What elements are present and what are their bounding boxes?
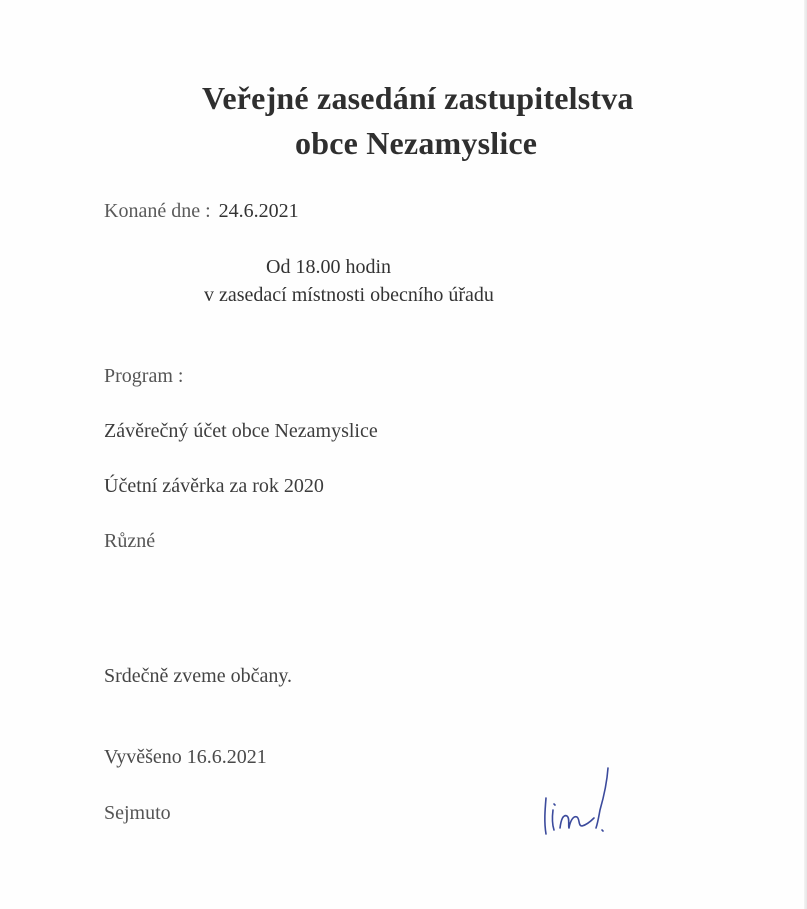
document-title-line-1: Veřejné zasedání zastupitelstva <box>202 80 634 116</box>
meeting-place: v zasedací místnosti obecního úřadu <box>204 284 494 306</box>
handwritten-signature <box>530 760 620 840</box>
program-heading: Program : <box>104 365 184 387</box>
program-item: Účetní závěrka za rok 2020 <box>104 475 324 497</box>
meeting-date-label: Konané dne : <box>104 200 211 222</box>
signature-stroke <box>545 798 546 834</box>
document-title-line-2: obce Nezamyslice <box>295 125 538 161</box>
signature-stroke <box>560 816 594 828</box>
signature-stroke <box>596 768 608 828</box>
posted-date: Vyvěšeno 16.6.2021 <box>104 746 267 768</box>
program-item: Závěrečný účet obce Nezamyslice <box>104 420 378 442</box>
program-item: Různé <box>104 530 156 552</box>
removed-label: Sejmuto <box>104 802 171 824</box>
signature-stroke <box>552 810 554 830</box>
meeting-time: Od 18.00 hodin <box>266 256 391 278</box>
invitation-text: Srdečně zveme občany. <box>104 665 293 687</box>
signature-stroke <box>602 830 603 831</box>
signature-stroke <box>554 804 555 805</box>
meeting-date-value: 24.6.2021 <box>218 200 299 222</box>
meeting-date <box>104 200 299 223</box>
